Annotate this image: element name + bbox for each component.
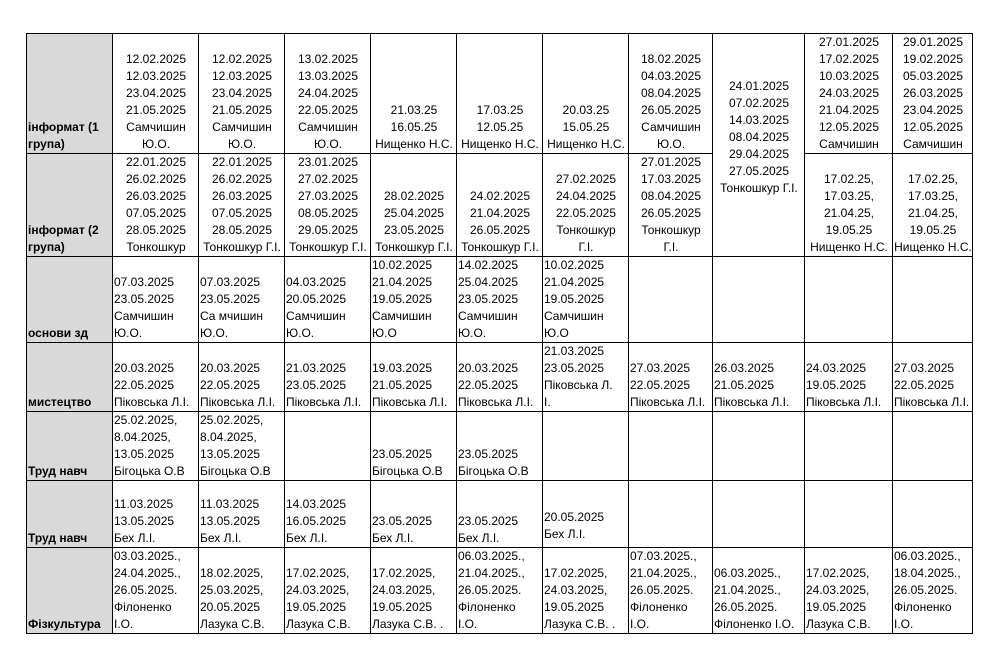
table-cell: 14.02.2025 25.04.2025 23.05.2025 Самчишин Ю.О. xyxy=(457,257,543,343)
table-cell xyxy=(713,412,805,481)
table-cell: 27.02.2025 24.04.2025 22.05.2025 Тонкошкур Г.І. xyxy=(543,154,629,257)
table-cell: 27.03.2025 22.05.2025 Піковська Л.І. xyxy=(893,343,973,412)
subject-cell: інформат (2 група) xyxy=(27,154,113,257)
table-cell: 24.01.2025 07.02.2025 14.03.2025 08.04.2025 29.04.2025 27.05.2025 Тонкошкур Г.І. xyxy=(713,34,805,257)
table-cell: 20.03.2025 22.05.2025 Піковська Л.І. xyxy=(113,343,199,412)
table-cell: 12.02.2025 12.03.2025 23.04.2025 21.05.2025 Самчишин Ю.О. xyxy=(113,34,199,154)
table-cell: 17.03.25 12.05.25 Нищенко Н.С. xyxy=(457,34,543,154)
table-cell: 06.03.2025., 21.04.2025., 26.05.2025. Філоненко І.О. xyxy=(457,548,543,634)
table-cell xyxy=(805,412,893,481)
subject-cell: мистецтво xyxy=(27,343,113,412)
table-cell: 24.02.2025 21.04.2025 26.05.2025 Тонкошкур Г.І. xyxy=(457,154,543,257)
table-cell xyxy=(713,257,805,343)
table-cell: 04.03.2025 20.05.2025 Самчишин Ю.О. xyxy=(285,257,371,343)
table-cell xyxy=(893,412,973,481)
table-cell: 17.02.25, 17.03.25, 21.04.25, 19.05.25 Нищенко Н.С. xyxy=(893,154,973,257)
table-cell xyxy=(893,481,973,548)
table-cell: 23.05.2025 Бігоцька О.В xyxy=(457,412,543,481)
table-cell: 14.03.2025 16.05.2025 Бех Л.І. xyxy=(285,481,371,548)
table-cell: 19.03.2025 21.05.2025 Піковська Л.І. xyxy=(371,343,457,412)
table-cell xyxy=(893,257,973,343)
table-cell: 18.02.2025 04.03.2025 08.04.2025 26.05.2025 Самчишин Ю.О. xyxy=(629,34,713,154)
table-row xyxy=(27,343,973,412)
table-cell: 06.03.2025., 18.04.2025., 26.05.2025. Філоненко І.О. xyxy=(893,548,973,634)
table-cell: 17.02.2025, 24.03.2025, 19.05.2025 Лазука С.В. xyxy=(805,548,893,634)
table-row xyxy=(27,34,973,154)
table-cell: 07.03.2025 23.05.2025 Самчишин Ю.О. xyxy=(113,257,199,343)
table-cell: 28.02.2025 25.04.2025 23.05.2025 Тонкошкур Г.І. xyxy=(371,154,457,257)
table-cell xyxy=(629,412,713,481)
table-cell: 20.03.2025 22.05.2025 Піковська Л.І. xyxy=(199,343,285,412)
table-cell: 10.02.2025 21.04.2025 19.05.2025 Самчишин Ю.О xyxy=(543,257,629,343)
table-cell: 07.03.2025 23.05.2025 Са мчишин Ю.О. xyxy=(199,257,285,343)
table-cell: 17.02.25, 17.03.25, 21.04.25, 19.05.25 Нищенко Н.С. xyxy=(805,154,893,257)
table-cell: 13.02.2025 13.03.2025 24.04.2025 22.05.2025 Самчишин Ю.О. xyxy=(285,34,371,154)
table-cell: 11.03.2025 13.05.2025 Бех Л.І. xyxy=(113,481,199,548)
subject-cell: Труд навч xyxy=(27,412,113,481)
table-cell: 11.03.2025 13.05.2025 Бех Л.І. xyxy=(199,481,285,548)
table-cell: 17.02.2025, 24.03.2025, 19.05.2025 Лазука С.В. . xyxy=(371,548,457,634)
table-cell: 18.02.2025, 25.03.2025, 20.05.2025 Лазука С.В. xyxy=(199,548,285,634)
table-cell: 23.05.2025 Бех Л.І. xyxy=(457,481,543,548)
table-row xyxy=(27,154,973,257)
subject-cell: інформат (1 група) xyxy=(27,34,113,154)
table-cell: 23.05.2025 Бех Л.І. xyxy=(371,481,457,548)
table-cell xyxy=(285,412,371,481)
table-cell xyxy=(543,412,629,481)
table-row xyxy=(27,548,973,634)
table-cell: 25.02.2025, 8.04.2025, 13.05.2025 Бігоцька О.В xyxy=(199,412,285,481)
subject-cell: Фізкультура xyxy=(27,548,113,634)
schedule-table xyxy=(26,33,973,634)
table-cell: 22.01.2025 26.02.2025 26.03.2025 07.05.2025 28.05.2025 Тонкошкур xyxy=(113,154,199,257)
table-cell: 27.03.2025 22.05.2025 Піковська Л.І. xyxy=(629,343,713,412)
table-cell xyxy=(629,257,713,343)
table-cell: 22.01.2025 26.02.2025 26.03.2025 07.05.2025 28.05.2025 Тонкошкур Г.І. xyxy=(199,154,285,257)
table-cell: 27.01.2025 17.02.2025 10.03.2025 24.03.2025 21.04.2025 12.05.2025 Самчишин xyxy=(805,34,893,154)
table-cell: 26.03.2025 21.05.2025 Піковська Л.І. xyxy=(713,343,805,412)
table-cell: 21.03.25 16.05.25 Нищенко Н.С. xyxy=(371,34,457,154)
table-cell: 07.03.2025., 21.04.2025., 26.05.2025. Філоненко І.О. xyxy=(629,548,713,634)
table-cell: 20.03.2025 22.05.2025 Піковська Л.І. xyxy=(457,343,543,412)
table-cell: 20.03.25 15.05.25 Нищенко Н.С. xyxy=(543,34,629,154)
table-cell xyxy=(713,481,805,548)
table-row xyxy=(27,481,973,548)
table-cell: 10.02.2025 21.04.2025 19.05.2025 Самчишин Ю.О xyxy=(371,257,457,343)
table-cell: 24.03.2025 19.05.2025 Піковська Л.І. xyxy=(805,343,893,412)
table-cell: 23.05.2025 Бігоцька О.В xyxy=(371,412,457,481)
table-cell: 29.01.2025 19.02.2025 05.03.2025 26.03.2025 23.04.2025 12.05.2025 Самчишин xyxy=(893,34,973,154)
table-cell: 21.03.2025 23.05.2025 Піковська Л. І. xyxy=(543,343,629,412)
table-cell: 03.03.2025., 24.04.2025., 26.05.2025. Філоненко І.О. xyxy=(113,548,199,634)
table-cell: 06.03.2025., 21.04.2025., 26.05.2025. Філоненко І.О. xyxy=(713,548,805,634)
table-cell: 20.05.2025 Бех Л.І. xyxy=(543,481,629,548)
table-row xyxy=(27,257,973,343)
table-cell xyxy=(805,257,893,343)
table-cell xyxy=(805,481,893,548)
table-cell: 12.02.2025 12.03.2025 23.04.2025 21.05.2025 Самчишин Ю.О. xyxy=(199,34,285,154)
subject-cell: Труд навч xyxy=(27,481,113,548)
table-cell: 25.02.2025, 8.04.2025, 13.05.2025 Бігоцька О.В xyxy=(113,412,199,481)
table-cell: 17.02.2025, 24.03.2025, 19.05.2025 Лазука С.В. . xyxy=(543,548,629,634)
table-cell: 17.02.2025, 24.03.2025, 19.05.2025 Лазука С.В. xyxy=(285,548,371,634)
table-row xyxy=(27,412,973,481)
table-cell: 23.01.2025 27.02.2025 27.03.2025 08.05.2025 29.05.2025 Тонкошкур Г.І. xyxy=(285,154,371,257)
table-cell xyxy=(629,481,713,548)
subject-cell: основи зд xyxy=(27,257,113,343)
table-cell: 27.01.2025 17.03.2025 08.04.2025 26.05.2025 Тонкошкур Г.І. xyxy=(629,154,713,257)
table-cell: 21.03.2025 23.05.2025 Піковська Л.І. xyxy=(285,343,371,412)
